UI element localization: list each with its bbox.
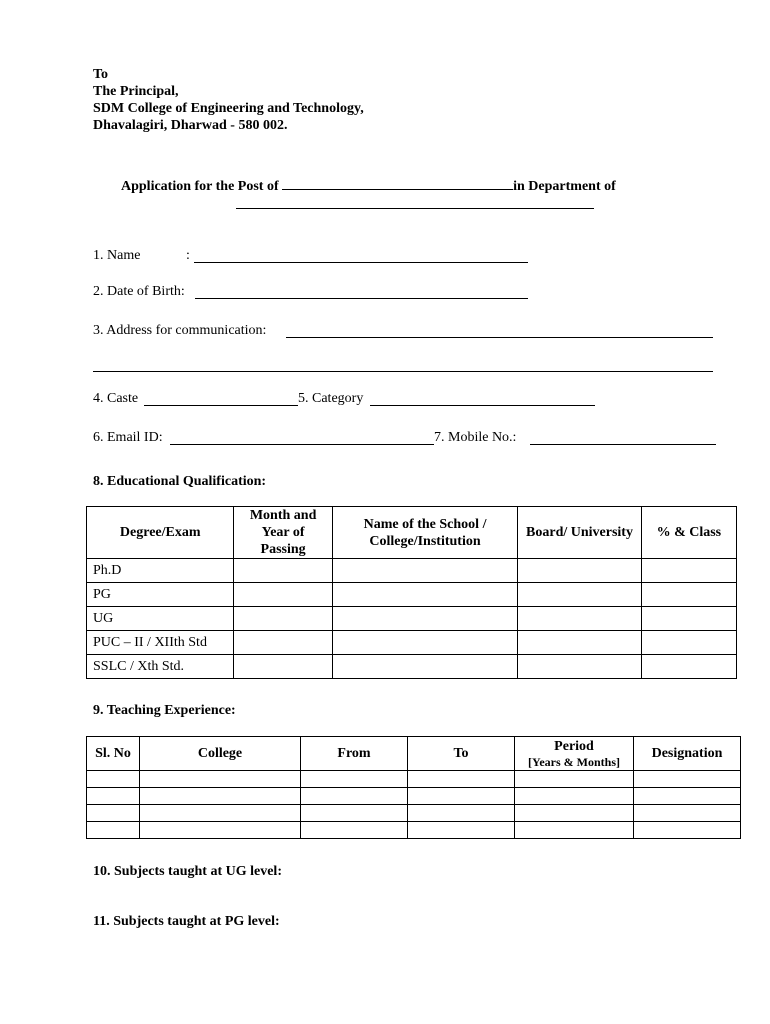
address-field-line1[interactable]	[286, 323, 713, 338]
email-field[interactable]	[170, 430, 434, 445]
caste-label: 4. Caste	[93, 391, 139, 406]
mobile-field[interactable]	[530, 430, 716, 445]
degree-cell: PG	[87, 583, 234, 607]
table-row	[87, 607, 737, 631]
header-period-sub: [Years & Months]	[528, 755, 620, 769]
input-cell[interactable]	[234, 559, 332, 583]
application-suffix: in Department of	[513, 179, 616, 194]
name-colon: :	[186, 248, 190, 263]
input-cell[interactable]	[634, 771, 741, 788]
input-cell[interactable]	[518, 583, 641, 607]
header-period-label: Period	[554, 739, 594, 754]
header-from: From	[301, 737, 408, 771]
address-college: SDM College of Engineering and Technology,	[93, 101, 364, 116]
name-label: 1. Name	[93, 248, 141, 263]
input-cell[interactable]	[140, 771, 301, 788]
input-cell[interactable]	[408, 822, 515, 839]
header-percent: % & Class	[641, 507, 736, 559]
table-row	[87, 559, 737, 583]
header-to: To	[408, 737, 515, 771]
input-cell[interactable]	[87, 822, 140, 839]
table-row	[87, 631, 737, 655]
input-cell[interactable]	[515, 771, 634, 788]
input-cell[interactable]	[234, 607, 332, 631]
input-cell[interactable]	[332, 655, 518, 679]
input-cell[interactable]	[87, 788, 140, 805]
table-row	[87, 822, 741, 839]
address-field-line2[interactable]	[93, 357, 713, 372]
input-cell[interactable]	[408, 788, 515, 805]
input-cell[interactable]	[234, 631, 332, 655]
input-cell[interactable]	[518, 607, 641, 631]
input-cell[interactable]	[408, 805, 515, 822]
teaching-header-row	[87, 737, 741, 771]
education-table	[86, 506, 737, 679]
teaching-table	[86, 736, 741, 839]
degree-cell: Ph.D	[87, 559, 234, 583]
input-cell[interactable]	[634, 805, 741, 822]
input-cell[interactable]	[301, 822, 408, 839]
post-field[interactable]	[282, 175, 513, 190]
email-label: 6. Email ID:	[93, 430, 163, 445]
degree-cell: PUC – II / XIIth Std	[87, 631, 234, 655]
name-row	[93, 248, 140, 264]
mobile-label: 7. Mobile No.:	[434, 430, 517, 445]
input-cell[interactable]	[515, 822, 634, 839]
input-cell[interactable]	[641, 583, 736, 607]
education-header-row	[87, 507, 737, 559]
category-label: 5. Category	[298, 391, 364, 406]
input-cell[interactable]	[301, 788, 408, 805]
input-cell[interactable]	[641, 607, 736, 631]
header-degree: Degree/Exam	[87, 507, 234, 559]
address-block	[93, 66, 364, 134]
input-cell[interactable]	[301, 771, 408, 788]
input-cell[interactable]	[301, 805, 408, 822]
input-cell[interactable]	[518, 631, 641, 655]
input-cell[interactable]	[641, 559, 736, 583]
input-cell[interactable]	[332, 631, 518, 655]
address-to: To	[93, 67, 109, 82]
table-row	[87, 771, 741, 788]
application-prefix: Application for the Post of	[121, 179, 279, 194]
teaching-title: 9. Teaching Experience:	[93, 703, 236, 718]
table-row	[87, 583, 737, 607]
header-year: Month and Year of Passing	[234, 507, 332, 559]
input-cell[interactable]	[234, 583, 332, 607]
table-row	[87, 805, 741, 822]
input-cell[interactable]	[515, 788, 634, 805]
input-cell[interactable]	[87, 805, 140, 822]
education-title: 8. Educational Qualification:	[93, 474, 267, 489]
header-institution: Name of the School / College/Institution	[332, 507, 518, 559]
input-cell[interactable]	[332, 607, 518, 631]
input-cell[interactable]	[140, 805, 301, 822]
header-period	[515, 737, 634, 771]
caste-field[interactable]	[144, 391, 298, 406]
input-cell[interactable]	[332, 583, 518, 607]
application-line	[121, 175, 616, 195]
input-cell[interactable]	[234, 655, 332, 679]
input-cell[interactable]	[332, 559, 518, 583]
name-field[interactable]	[194, 248, 528, 263]
header-designation: Designation	[634, 737, 741, 771]
header-board: Board/ University	[518, 507, 641, 559]
input-cell[interactable]	[518, 655, 641, 679]
table-row	[87, 788, 741, 805]
input-cell[interactable]	[140, 822, 301, 839]
input-cell[interactable]	[408, 771, 515, 788]
input-cell[interactable]	[140, 788, 301, 805]
subjects-ug: 10. Subjects taught at UG level:	[93, 864, 282, 879]
header-slno: Sl. No	[87, 737, 140, 771]
input-cell[interactable]	[634, 788, 741, 805]
degree-cell: SSLC / Xth Std.	[87, 655, 234, 679]
address-recipient: The Principal,	[93, 84, 179, 99]
address-label: 3. Address for communication:	[93, 323, 267, 338]
input-cell[interactable]	[641, 631, 736, 655]
input-cell[interactable]	[515, 805, 634, 822]
address-location: Dhavalagiri, Dharwad - 580 002.	[93, 118, 288, 133]
category-field[interactable]	[370, 391, 595, 406]
table-row	[87, 655, 737, 679]
dob-label: 2. Date of Birth:	[93, 284, 185, 299]
input-cell[interactable]	[518, 559, 641, 583]
department-field[interactable]	[236, 208, 594, 209]
input-cell[interactable]	[634, 822, 741, 839]
subjects-pg: 11. Subjects taught at PG level:	[93, 914, 280, 929]
header-college: College	[140, 737, 301, 771]
input-cell[interactable]	[641, 655, 736, 679]
degree-cell: UG	[87, 607, 234, 631]
dob-field[interactable]	[195, 284, 528, 299]
input-cell[interactable]	[87, 771, 140, 788]
